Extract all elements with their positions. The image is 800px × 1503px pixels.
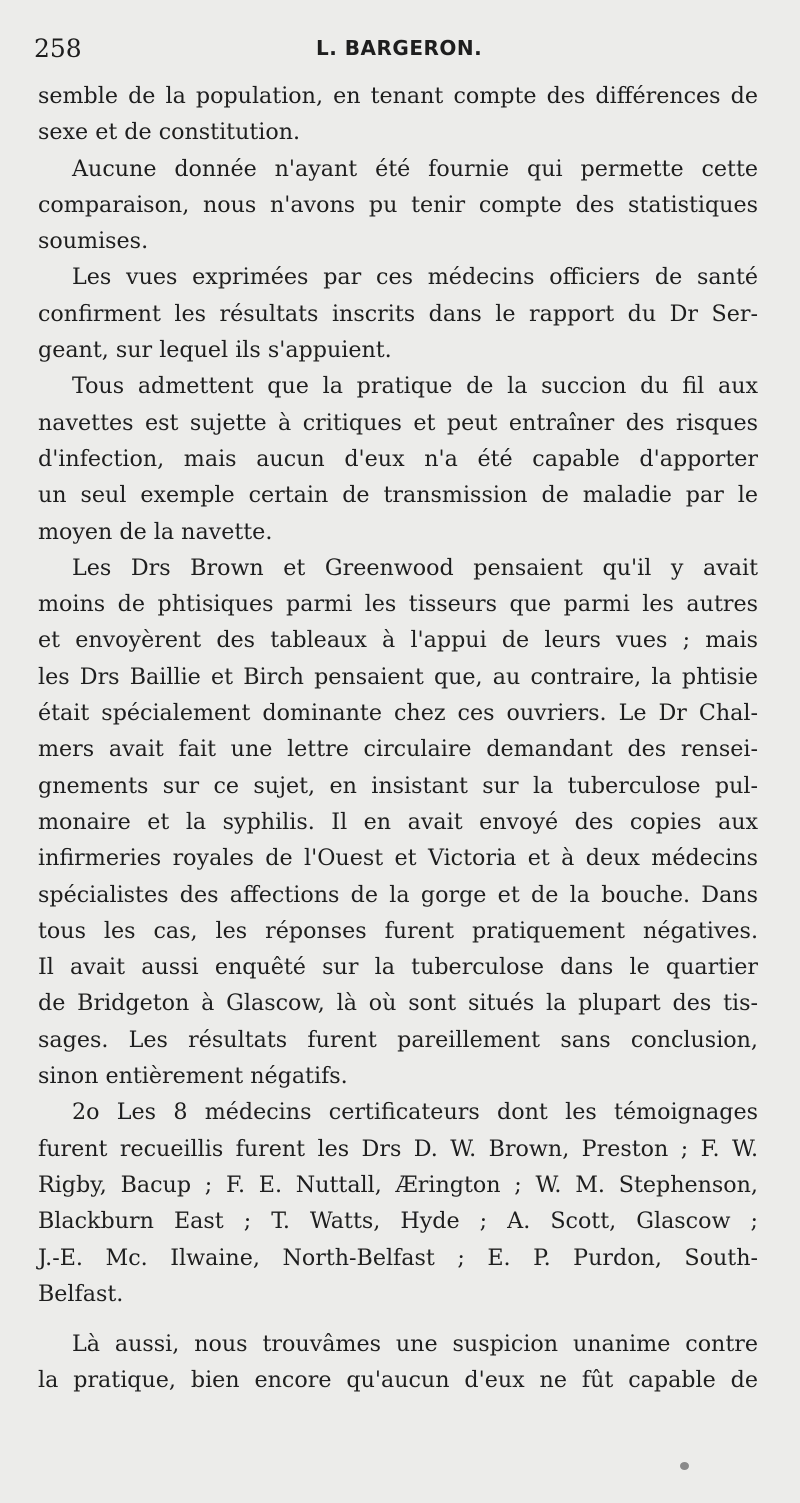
text-line: semble de la population, en tenant compte des différences de [38, 83, 758, 109]
text-line: la pratique, bien encore qu'aucun d'eux ne fût capable de [38, 1367, 758, 1394]
body-text [38, 78, 758, 1399]
text-line: sexe et de constitution. [38, 119, 301, 146]
text-line: Rigby, Bacup ; F. E. Nuttall, Ærington ; W. M. Stephenson, [38, 1171, 758, 1198]
text-line: spécialistes des affections de la gorge et de la bouche. Dans [38, 881, 758, 908]
text-line: était spécialement dominante chez ces ouvriers. Le Dr Chal- [38, 700, 758, 727]
text-line: gnements sur ce sujet, en insistant sur la tuberculose pul- [38, 772, 758, 799]
text-line: Blackburn East ; T. Watts, Hyde ; A. Scott, Glascow ; [38, 1208, 758, 1235]
text-line: soumises. [38, 228, 149, 255]
text-line: moyen de la navette. [38, 518, 273, 545]
text-line: infirmeries royales de l'Ouest et Victoria et à deux médecins [38, 845, 758, 872]
text-line: et envoyèrent des tableaux à l'appui de leurs vues ; mais [38, 627, 758, 654]
text-line: sages. Les résultats furent pareillement sans conclusion, [38, 1026, 758, 1053]
text-line: geant, sur lequel ils s'appuient. [38, 337, 392, 364]
text-line: tous les cas, les réponses furent pratiquement négatives. [38, 917, 758, 944]
text-line: comparaison, nous n'avons pu tenir compte des statistiques [38, 191, 758, 218]
text-line: Les vues exprimées par ces médecins officiers de santé [72, 264, 758, 291]
text-line: furent recueillis furent les Drs D. W. Brown, Preston ; F. W. [38, 1135, 758, 1162]
text-line: un seul exemple certain de transmission de maladie par le [38, 482, 758, 509]
text-line: Il avait aussi enquêté sur la tuberculose dans le quartier [38, 954, 758, 981]
text-line: sinon entièrement négatifs. [38, 1063, 348, 1090]
running-head: L. BARGERON. [316, 36, 483, 60]
text-line: Là aussi, nous trouvâmes une suspicion unanime contre [72, 1331, 758, 1358]
page-number: 258 [34, 34, 82, 63]
text-line: mers avait fait une lettre circulaire demandant des rensei- [38, 736, 758, 763]
text-line: Belfast. [38, 1280, 124, 1307]
text-line: monaire et la syphilis. Il en avait envoyé des copies aux [38, 808, 758, 835]
text-line: navettes est sujette à critiques et peut entraîner des risques [38, 409, 758, 436]
text-line: Aucune donnée n'ayant été fournie qui permette cette [72, 155, 758, 182]
print-speck [680, 1462, 689, 1470]
text-line: moins de phtisiques parmi les tisseurs que parmi les autres [38, 591, 758, 618]
text-line: de Bridgeton à Glascow, là où sont situés la plupart des tis- [38, 990, 758, 1017]
text-line: d'infection, mais aucun d'eux n'a été capable d'apporter [38, 445, 758, 472]
text-line: Tous admettent que la pratique de la succion du fil aux [72, 373, 758, 400]
paragraph-gap [38, 1312, 758, 1326]
text-line: les Drs Baillie et Birch pensaient que, au contraire, la phtisie [38, 663, 758, 690]
text-line: 2o Les 8 médecins certificateurs dont les témoignages [72, 1099, 758, 1126]
text-line: Les Drs Brown et Greenwood pensaient qu'il y avait [72, 554, 758, 581]
text-line: confirment les résultats inscrits dans le rapport du Dr Ser- [38, 300, 758, 327]
page-header [34, 34, 770, 64]
text-line: J.-E. Mc. Ilwaine, North-Belfast ; E. P. Purdon, South- [38, 1244, 758, 1271]
